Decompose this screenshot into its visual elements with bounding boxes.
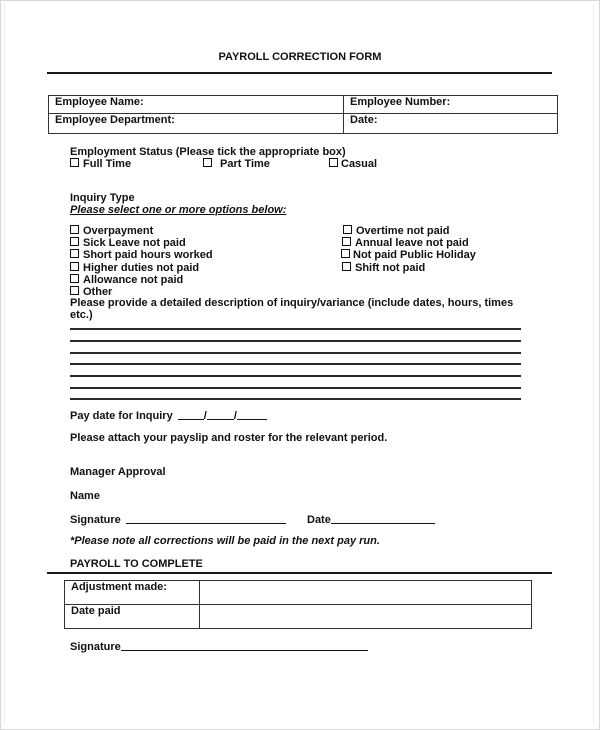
description-line[interactable] bbox=[70, 398, 521, 400]
checkbox-annual-leave[interactable]: Annual leave not paid bbox=[342, 237, 469, 249]
payroll-signature-label: Signature bbox=[70, 641, 121, 653]
manager-date-label: Date bbox=[307, 514, 331, 526]
employee-number-label: Employee Number: bbox=[350, 96, 451, 108]
employment-status-heading: Employment Status (Please tick the appropriate box) bbox=[70, 146, 346, 158]
employee-department-field[interactable] bbox=[49, 114, 344, 134]
date-paid-label: Date paid bbox=[71, 605, 121, 617]
pay-date-day-field[interactable] bbox=[178, 409, 204, 420]
checkbox-full-time[interactable]: Full Time bbox=[70, 158, 131, 170]
description-line[interactable] bbox=[70, 340, 521, 342]
manager-signature-row bbox=[70, 513, 286, 526]
inquiry-instruction: Please select one or more options below: bbox=[70, 204, 287, 216]
employee-info-table bbox=[48, 95, 558, 134]
checkbox-icon[interactable] bbox=[342, 262, 351, 271]
checkbox-allowance[interactable]: Allowance not paid bbox=[70, 274, 183, 286]
checkbox-shift[interactable]: Shift not paid bbox=[342, 262, 425, 274]
checkbox-icon[interactable] bbox=[70, 286, 79, 295]
checkbox-icon[interactable] bbox=[203, 158, 212, 167]
date-paid-label-cell bbox=[65, 605, 200, 629]
manager-signature-label: Signature bbox=[70, 514, 121, 526]
adjustment-label-cell bbox=[65, 581, 200, 605]
footnote: *Please note all corrections will be paid in the next pay run. bbox=[70, 535, 380, 547]
checkbox-overpayment[interactable]: Overpayment bbox=[70, 225, 153, 237]
payroll-heading: PAYROLL TO COMPLETE bbox=[70, 558, 203, 570]
checkbox-icon[interactable] bbox=[70, 225, 79, 234]
description-line[interactable] bbox=[70, 387, 521, 389]
pay-date-row bbox=[70, 409, 267, 422]
description-prompt: Please provide a detailed description of inquiry/variance (include dates, hours, times bbox=[70, 297, 514, 309]
adjustment-label: Adjustment made: bbox=[71, 581, 167, 593]
description-line[interactable] bbox=[70, 328, 521, 330]
date-label: Date: bbox=[350, 114, 378, 126]
employee-department-label: Employee Department: bbox=[55, 114, 175, 126]
pay-date-label: Pay date for Inquiry bbox=[70, 410, 173, 422]
checkbox-icon[interactable] bbox=[341, 249, 350, 258]
payroll-signature-row bbox=[70, 640, 368, 653]
attach-note: Please attach your payslip and roster for the relevant period. bbox=[70, 432, 388, 444]
inquiry-type-heading: Inquiry Type bbox=[70, 192, 135, 204]
checkbox-overtime[interactable]: Overtime not paid bbox=[343, 225, 450, 237]
checkbox-other[interactable]: Other bbox=[70, 286, 112, 298]
checkbox-sick-leave[interactable]: Sick Leave not paid bbox=[70, 237, 186, 249]
checkbox-short-paid-hours[interactable]: Short paid hours worked bbox=[70, 249, 213, 261]
title-rule bbox=[47, 72, 552, 74]
manager-signature-field[interactable] bbox=[126, 513, 286, 524]
checkbox-casual[interactable]: Casual bbox=[329, 158, 377, 170]
employee-number-field[interactable] bbox=[344, 96, 558, 114]
manager-name-label: Name bbox=[70, 490, 100, 502]
description-line[interactable] bbox=[70, 352, 521, 354]
checkbox-icon[interactable] bbox=[70, 158, 79, 167]
payroll-table bbox=[64, 580, 532, 629]
employee-name-field[interactable] bbox=[49, 96, 344, 114]
date-field[interactable] bbox=[344, 114, 558, 134]
checkbox-public-holiday[interactable]: Not paid Public Holiday bbox=[341, 249, 476, 261]
date-paid-field[interactable] bbox=[200, 605, 532, 629]
pay-date-month-field[interactable] bbox=[207, 409, 234, 420]
description-line[interactable] bbox=[70, 363, 521, 365]
checkbox-part-time[interactable]: Part Time bbox=[203, 158, 270, 170]
manager-date-field[interactable] bbox=[331, 513, 435, 524]
payroll-rule bbox=[47, 572, 552, 574]
checkbox-icon[interactable] bbox=[342, 237, 351, 246]
pay-date-separator: / bbox=[233, 410, 237, 422]
adjustment-field[interactable] bbox=[200, 581, 532, 605]
checkbox-icon[interactable] bbox=[70, 237, 79, 246]
pay-date-year-field[interactable] bbox=[237, 409, 267, 420]
manager-approval-heading: Manager Approval bbox=[70, 466, 166, 478]
checkbox-icon[interactable] bbox=[70, 274, 79, 283]
description-line[interactable] bbox=[70, 375, 521, 377]
description-prompt-cont: etc.) bbox=[70, 309, 93, 321]
checkbox-icon[interactable] bbox=[70, 262, 79, 271]
pay-date-separator: / bbox=[203, 410, 207, 422]
checkbox-icon[interactable] bbox=[70, 249, 79, 258]
checkbox-higher-duties[interactable]: Higher duties not paid bbox=[70, 262, 199, 274]
checkbox-icon[interactable] bbox=[343, 225, 352, 234]
checkbox-icon[interactable] bbox=[329, 158, 338, 167]
manager-date-row bbox=[307, 513, 435, 526]
payroll-signature-field[interactable] bbox=[121, 640, 368, 651]
form-title: PAYROLL CORRECTION FORM bbox=[218, 51, 382, 63]
employee-name-label: Employee Name: bbox=[55, 96, 144, 108]
